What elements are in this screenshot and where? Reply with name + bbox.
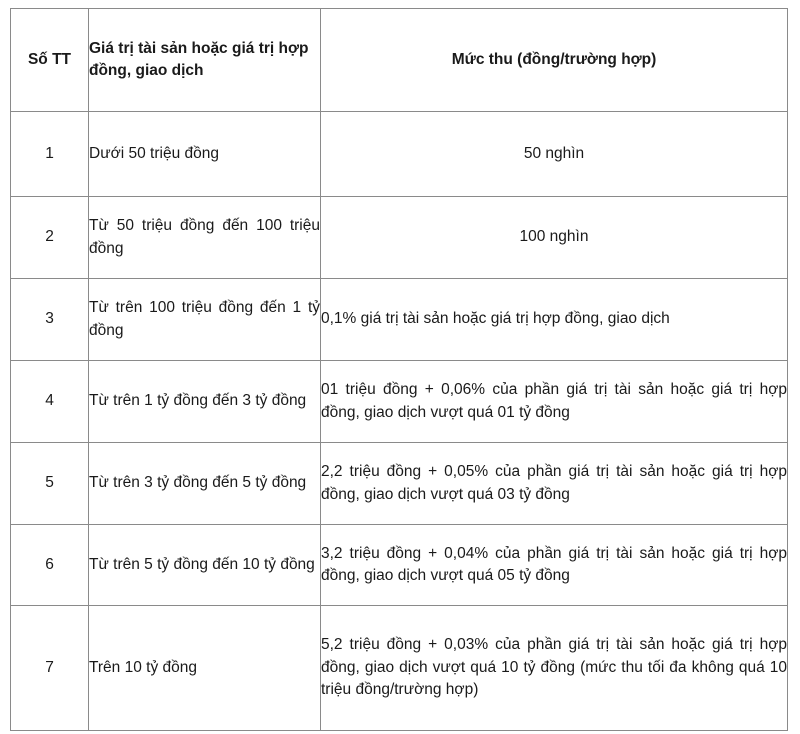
cell-asset-value: Từ trên 5 tỷ đồng đến 10 tỷ đồng: [89, 525, 321, 606]
table-row: [11, 606, 788, 731]
table-header: [11, 9, 788, 112]
cell-asset-value: Dưới 50 triệu đồng: [89, 112, 321, 197]
fee-schedule-table: [10, 8, 788, 731]
column-header-fee: [321, 9, 788, 112]
cell-fee: 2,2 triệu đồng + 0,05% của phần giá trị tài sản hoặc giá trị hợp đồng, giao dịch vượt quá 03 tỷ đồng: [321, 443, 788, 525]
cell-stt: 1: [11, 112, 89, 197]
table-body: [11, 112, 788, 731]
header-row: [11, 9, 788, 112]
cell-fee: 01 triệu đồng + 0,06% của phần giá trị tài sản hoặc giá trị hợp đồng, giao dịch vượt quá 01 tỷ đồng: [321, 361, 788, 443]
cell-stt: 3: [11, 279, 89, 361]
table-row: [11, 197, 788, 279]
table-row: [11, 361, 788, 443]
cell-asset-value: Từ 50 triệu đồng đến 100 triệu đồng: [89, 197, 321, 279]
cell-fee: 0,1% giá trị tài sản hoặc giá trị hợp đồng, giao dịch: [321, 279, 788, 361]
column-header-asset-value: Giá trị tài sản hoặc giá trị hợp đồng, giao dịch: [89, 9, 321, 112]
cell-asset-value: Trên 10 tỷ đồng: [89, 606, 321, 731]
cell-fee: 50 nghìn: [321, 112, 788, 197]
column-header-fee-label: Mức thu: [451, 50, 513, 68]
cell-asset-value: Từ trên 100 triệu đồng đến 1 tỷ đồng: [89, 279, 321, 361]
table-row: [11, 112, 788, 197]
cell-stt: 6: [11, 525, 89, 606]
column-header-stt: Số TT: [11, 9, 89, 112]
table-row: [11, 279, 788, 361]
table-row: [11, 525, 788, 606]
cell-fee: 3,2 triệu đồng + 0,04% của phần giá trị tài sản hoặc giá trị hợp đồng, giao dịch vượt quá 05 tỷ đồng: [321, 525, 788, 606]
cell-stt: 4: [11, 361, 89, 443]
table-row: [11, 443, 788, 525]
column-header-fee-unit: (đồng/trường hợp): [517, 50, 657, 68]
cell-stt: 2: [11, 197, 89, 279]
cell-asset-value: Từ trên 1 tỷ đồng đến 3 tỷ đồng: [89, 361, 321, 443]
cell-stt: 5: [11, 443, 89, 525]
cell-asset-value: Từ trên 3 tỷ đồng đến 5 tỷ đồng: [89, 443, 321, 525]
cell-fee: 5,2 triệu đồng + 0,03% của phần giá trị tài sản hoặc giá trị hợp đồng, giao dịch vượt quá 10 tỷ đồng (mức thu tối đa không quá 10 triệu đồng/trường hợp): [321, 606, 788, 731]
cell-stt: 7: [11, 606, 89, 731]
cell-fee: 100 nghìn: [321, 197, 788, 279]
